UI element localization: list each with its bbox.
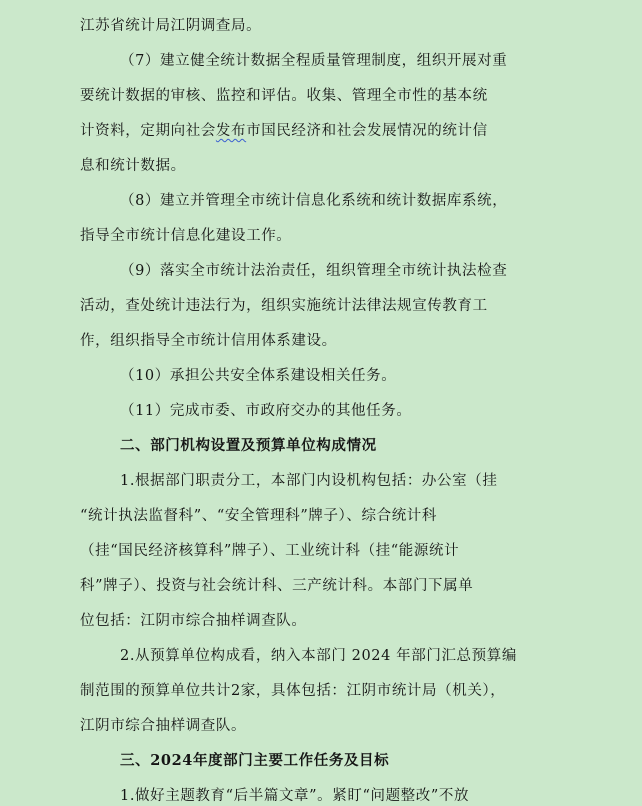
text-line: （9）落实全市统计法治责任，组织管理全市统计执法检查 — [120, 263, 508, 279]
text-line: 江苏省统计局江阴调查局。 — [80, 18, 262, 34]
section-heading: 二、部门机构设置及预算单位构成情况 — [120, 437, 377, 454]
text-line: 要统计数据的审核、监控和评估。收集、管理全市性的基本统 — [80, 88, 488, 104]
text-line: （11）完成市委、市政府交办的其他任务。 — [120, 403, 412, 419]
text-line: “统计执法监督科”、“安全管理科”牌子）、综合统计科 — [80, 508, 437, 524]
text-line — [80, 121, 488, 141]
text-line: 1.做好主题教育“后半篇文章”。紧盯“问题整改”不放 — [120, 788, 470, 804]
spellcheck-underlined-word: 发布 — [215, 123, 247, 139]
text-segment: 计资料，定期向社会 — [80, 123, 216, 139]
section-heading: 三、2024年度部门主要工作任务及目标 — [120, 752, 390, 769]
text-line: 作，组织指导全市统计信用体系建设。 — [80, 333, 337, 349]
text-line: 2.从预算单位构成看，纳入本部门 2024 年部门汇总预算编 — [120, 648, 517, 664]
text-segment: 市国民经济和社会发展情况的统计信 — [246, 123, 488, 139]
text-line: 1.根据部门职责分工，本部门内设机构包括：办公室（挂 — [120, 473, 498, 489]
text-line: 制范围的预算单位共计2家，具体包括：江阴市统计局（机关）， — [80, 683, 506, 699]
text-line: （8）建立并管理全市统计信息化系统和统计数据库系统， — [120, 193, 508, 209]
text-line: 位包括：江阴市综合抽样调查队。 — [80, 613, 307, 629]
text-line: 科”牌子）、投资与社会统计科、三产统计科。本部门下属单 — [80, 578, 474, 594]
text-line: 指导全市统计信息化建设工作。 — [80, 228, 292, 244]
text-line: （7）建立健全统计数据全程质量管理制度，组织开展对重 — [120, 53, 508, 69]
text-line: （挂“国民经济核算科”牌子）、工业统计科（挂“能源统计 — [80, 543, 460, 559]
text-line: （10）承担公共安全体系建设相关任务。 — [120, 368, 397, 384]
text-line: 江阴市综合抽样调查队。 — [80, 718, 247, 734]
text-line: 活动，查处统计违法行为，组织实施统计法律法规宣传教育工 — [80, 298, 488, 314]
text-line: 息和统计数据。 — [80, 158, 186, 174]
